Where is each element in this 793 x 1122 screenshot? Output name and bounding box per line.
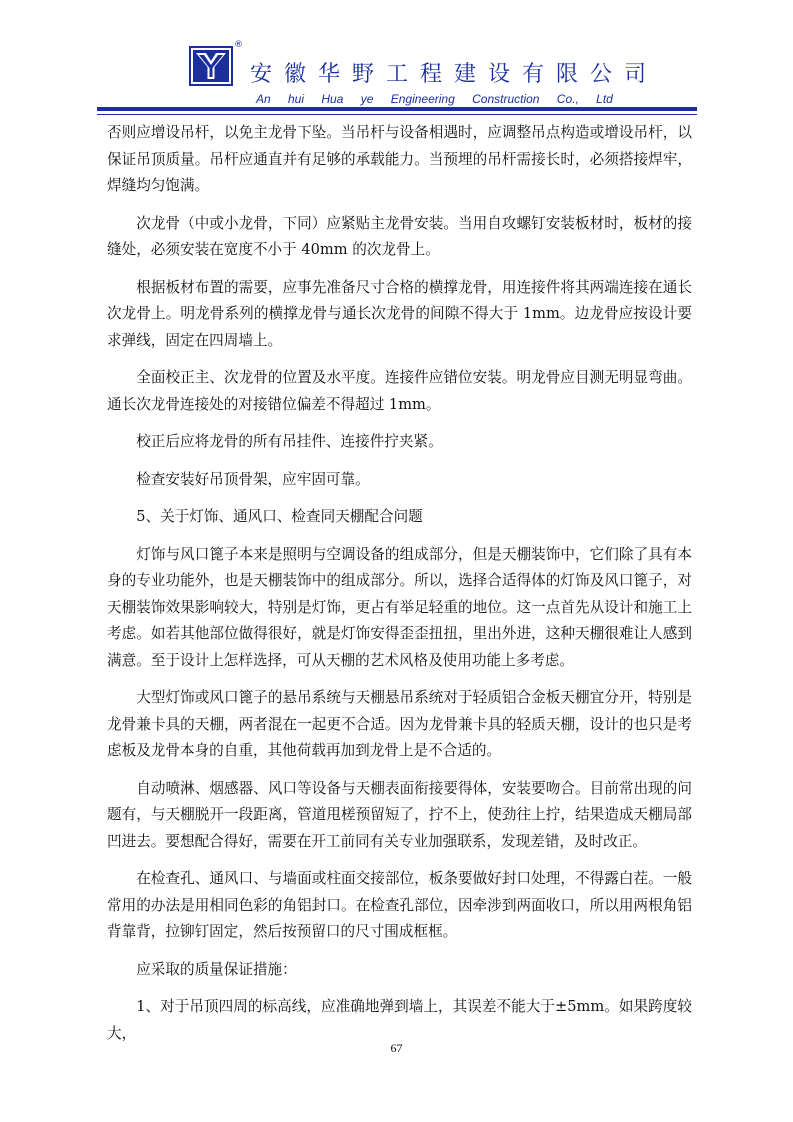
paragraph: 大型灯饰或风口篦子的悬吊系统与天棚悬吊系统对于轻质铝合金板天棚宜分开，特别是龙骨兼卡具的天棚，两者混在一起更不合适。因为龙骨兼卡具的轻质天棚，设计的也只是考虑板及龙骨本身的自重，其他荷载再加到龙骨上是不合适的。 (107, 689, 692, 759)
paragraph: 根据板材布置的需要，应事先准备尺寸合格的横撑龙骨，用连接件将其两端连接在通长次龙骨上。明龙骨系列的横撑龙骨与通长次龙骨的间隙不得大于 1mm。边龙骨应按设计要求弹线，固定在四周墙上。 (107, 278, 692, 349)
section-heading: 5、关于灯饰、通风口、检查同天棚配合问题 (136, 508, 423, 525)
document-body (107, 120, 692, 1058)
company-logo-y-icon (189, 46, 233, 86)
page-header (0, 0, 793, 120)
paragraph: 全面校正主、次龙骨的位置及水平度。连接件应错位安装。明龙骨应目测无明显弯曲。通长次龙骨连接处的对接错位偏差不得超过 1mm。 (107, 369, 692, 413)
paragraph: 检查安装好吊顶骨架，应牢固可靠。 (136, 470, 370, 488)
page-number: 67 (390, 1041, 403, 1055)
paragraph: 次龙骨（中或小龙骨，下同）应紧贴主龙骨安装。当用自攻螺钉安装板材时，板材的接缝处，必须安装在宽度不小于 40mm 的次龙骨上。 (107, 214, 692, 258)
paragraph: 否则应增设吊杆，以免主龙骨下坠。当吊杆与设备相遇时，应调整吊点构造或增设吊杆，以保证吊顶质量。吊杆应通直并有足够的承载能力。当预埋的吊杆需接长时，必须搭接焊牢，焊缝均匀饱满。 (107, 124, 692, 194)
paragraph: 校正后应将龙骨的所有吊挂件、连接件拧夹紧。 (136, 433, 443, 450)
header-divider-thin (97, 114, 697, 115)
company-name-english: An hui Hua ye Engineering Construction Co., Ltd (256, 92, 613, 106)
paragraph: 1、对于吊顶四周的标高线，应准确地弹到墙上，其误差不能大于±5mm。如果跨度较大， (107, 998, 692, 1042)
paragraph: 灯饰与风口篦子本来是照明与空调设备的组成部分，但是天棚装饰中，它们除了具有本身的专业功能外，也是天棚装饰中的组成部分。所以，选择合适得体的灯饰及风口篦子，对天棚装饰效果影响较大，特别是灯饰，更占有举足轻重的地位。这一点首先从设计和施工上考虑。如若其他部位做得很好，就是灯饰安得歪歪扭扭，里出外进，这种天棚很难让人感到满意。至于设计上怎样选择，可从天棚的艺术风格及使用功能上多考虑。 (107, 545, 692, 669)
paragraph: 自动喷淋、烟感器、风口等设备与天棚表面衔接要得体，安装要吻合。目前常出现的问题有，与天棚脱开一段距离，管道甩槎预留短了，拧不上，使劲往上拧，结果造成天棚局部凹进去。要想配合得好，需要在开工前同有关专业加强联系，发现差错，及时改正。 (107, 779, 692, 850)
header-divider-thick (97, 107, 697, 111)
paragraph: 应采取的质量保证措施： (136, 960, 297, 978)
company-name-chinese: 安徽华野工程建设有限公司 (250, 62, 659, 87)
registered-mark: ® (234, 40, 243, 50)
paragraph: 在检查孔、通风口、与墙面或柱面交接部位，板条要做好封口处理，不得露白茬。一般常用的办法是用相同色彩的角铝封口。在检查孔部位，因牵涉到两面收口，所以用两根角铝背靠背，拉铆钉固定，然后按预留口的尺寸围成框框。 (107, 870, 692, 940)
